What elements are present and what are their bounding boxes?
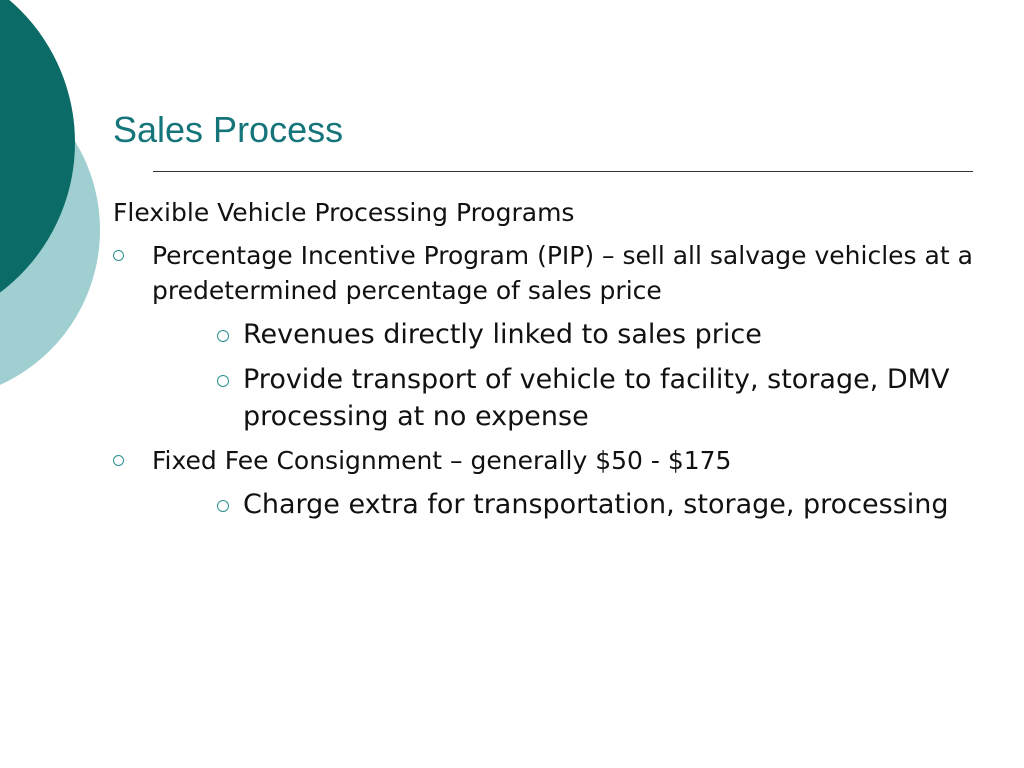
sub-bullet-item <box>217 316 993 353</box>
title-divider <box>153 171 973 172</box>
hollow-circle-bullet-icon <box>113 455 124 466</box>
hollow-circle-bullet-icon <box>217 500 229 512</box>
sub-bullet-item <box>217 486 993 523</box>
slide-body <box>113 196 993 531</box>
bullet-item <box>113 443 993 478</box>
slide-heading: Flexible Vehicle Processing Programs <box>113 198 575 227</box>
bullet-text: Fixed Fee Consignment – generally $50 - $175 <box>152 446 732 475</box>
sub-bullet-text: Revenues directly linked to sales price <box>243 319 762 350</box>
hollow-circle-bullet-icon <box>217 330 229 342</box>
hollow-circle-bullet-icon <box>113 250 124 261</box>
slide-title: Sales Process <box>113 109 344 150</box>
sub-bullet-item <box>217 361 993 435</box>
sub-bullet-text: Provide transport of vehicle to facility, storage, DMV processing at no expense <box>243 364 950 432</box>
bullet-text: Percentage Incentive Program (PIP) – sell all salvage vehicles at a predetermined percentage of sales price <box>152 241 973 305</box>
bullet-item <box>113 238 993 308</box>
sub-bullet-text: Charge extra for transportation, storage, processing <box>243 489 949 520</box>
hollow-circle-bullet-icon <box>217 375 229 387</box>
